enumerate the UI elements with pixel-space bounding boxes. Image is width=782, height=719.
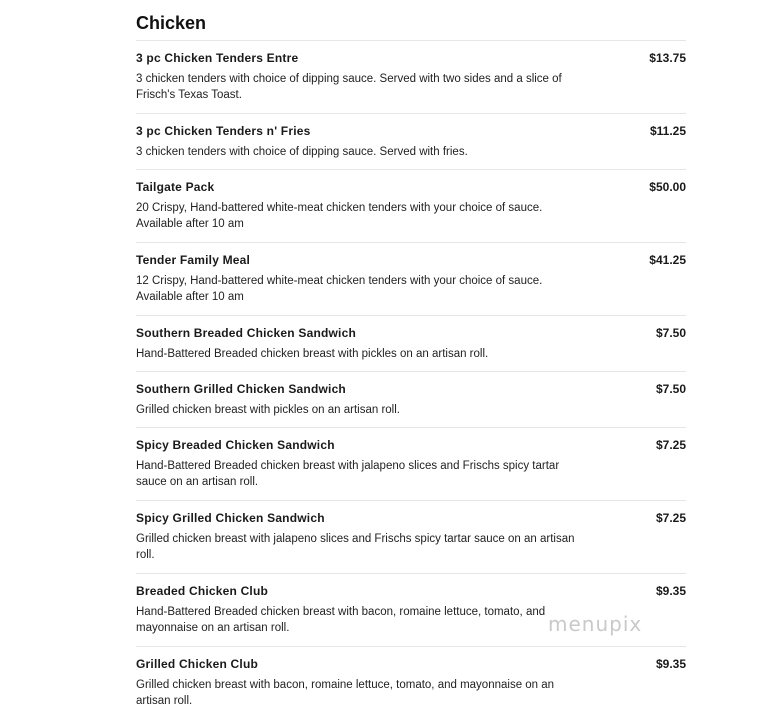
menu-item[interactable] bbox=[136, 500, 686, 573]
item-header bbox=[136, 253, 686, 268]
item-price: $7.50 bbox=[655, 382, 686, 396]
item-name: Southern Grilled Chicken Sandwich bbox=[136, 382, 346, 396]
item-description: Grilled chicken breast with jalapeno slices and Frischs spicy tartar sauce on an artisan roll. bbox=[136, 533, 575, 561]
item-price: $50.00 bbox=[649, 180, 686, 194]
item-description: Hand-Battered Breaded chicken breast with pickles on an artisan roll. bbox=[136, 348, 489, 360]
menu-item[interactable] bbox=[136, 169, 686, 242]
item-description: Grilled chicken breast with bacon, romaine lettuce, tomato, and mayonnaise on an artisan roll. bbox=[136, 679, 555, 707]
item-header bbox=[136, 382, 686, 397]
item-name: Tender Family Meal bbox=[136, 253, 251, 267]
item-name: Spicy Grilled Chicken Sandwich bbox=[136, 511, 325, 525]
item-description: 20 Crispy, Hand-battered white-meat chicken tenders with your choice of sauce. Available after 10 am bbox=[136, 202, 543, 230]
item-header bbox=[136, 438, 686, 453]
item-price: $11.25 bbox=[649, 124, 686, 138]
item-header bbox=[136, 124, 686, 139]
item-description: Grilled chicken breast with pickles on an artisan roll. bbox=[136, 404, 400, 416]
item-header bbox=[136, 584, 686, 599]
item-price: $41.25 bbox=[649, 253, 686, 267]
menu-item[interactable] bbox=[136, 646, 686, 719]
item-description: 3 chicken tenders with choice of dipping sauce. Served with two sides and a slice of Frisch's Texas Toast. bbox=[136, 73, 562, 101]
item-description: 3 chicken tenders with choice of dipping sauce. Served with fries. bbox=[136, 146, 468, 158]
item-header bbox=[136, 326, 686, 341]
menupix-watermark: menupix bbox=[548, 612, 643, 636]
item-header bbox=[136, 180, 686, 195]
menu-item[interactable] bbox=[136, 427, 686, 500]
item-name: Grilled Chicken Club bbox=[136, 657, 259, 671]
item-header bbox=[136, 51, 686, 66]
item-header bbox=[136, 657, 686, 672]
item-price: $7.25 bbox=[655, 511, 686, 525]
menu-item[interactable] bbox=[136, 113, 686, 169]
menu-item[interactable] bbox=[136, 40, 686, 113]
item-price: $9.35 bbox=[655, 657, 686, 671]
item-name: 3 pc Chicken Tenders Entre bbox=[136, 51, 299, 65]
section-title: Chicken bbox=[136, 13, 207, 33]
item-price: $13.75 bbox=[649, 51, 686, 65]
menu-item[interactable] bbox=[136, 315, 686, 371]
item-name: 3 pc Chicken Tenders n' Fries bbox=[136, 124, 311, 138]
item-description: Hand-Battered Breaded chicken breast with jalapeno slices and Frischs spicy tartar sauce on an artisan roll. bbox=[136, 460, 560, 488]
item-price: $9.35 bbox=[655, 584, 686, 598]
menu-item[interactable] bbox=[136, 371, 686, 427]
item-name: Southern Breaded Chicken Sandwich bbox=[136, 326, 356, 340]
item-header bbox=[136, 511, 686, 526]
item-price: $7.25 bbox=[655, 438, 686, 452]
item-name: Spicy Breaded Chicken Sandwich bbox=[136, 438, 335, 452]
menu-item[interactable] bbox=[136, 242, 686, 315]
item-description: Hand-Battered Breaded chicken breast with bacon, romaine lettuce, tomato, and mayonnaise on an artisan roll. bbox=[136, 606, 546, 634]
item-name: Tailgate Pack bbox=[136, 180, 215, 194]
item-name: Breaded Chicken Club bbox=[136, 584, 269, 598]
item-price: $7.50 bbox=[655, 326, 686, 340]
item-description: 12 Crispy, Hand-battered white-meat chicken tenders with your choice of sauce. Available after 10 am bbox=[136, 275, 543, 303]
